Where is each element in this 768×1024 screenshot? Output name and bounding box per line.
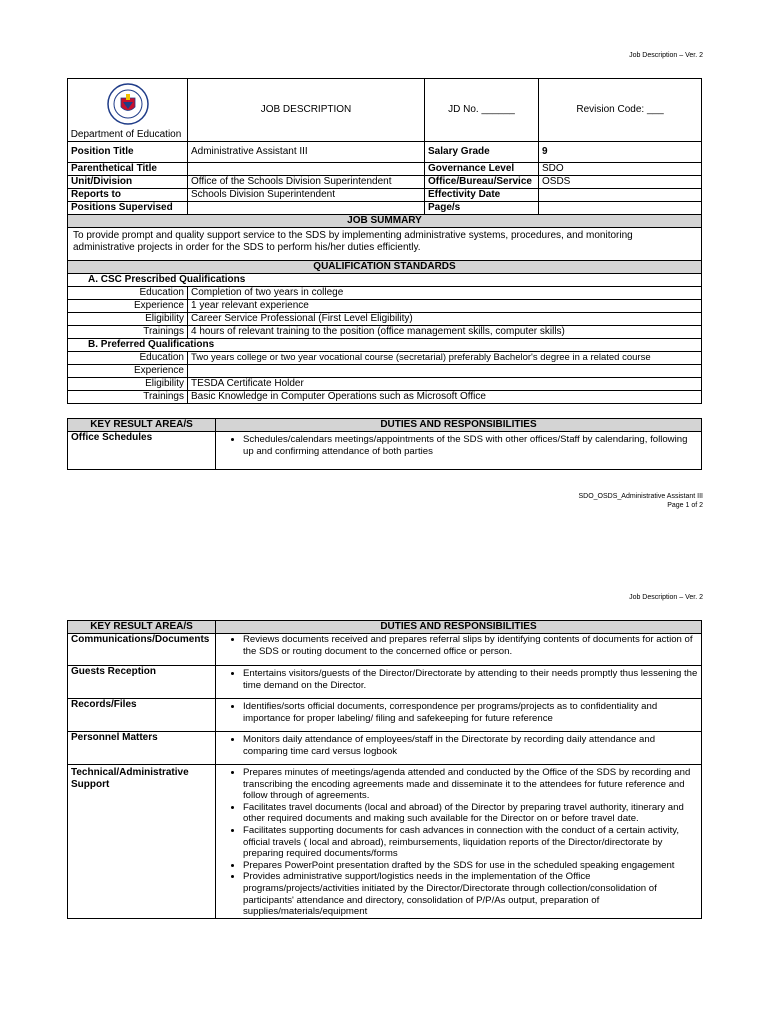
duty-item: • Provides administrative support/logistics needs in the implementation of the Office programs/projects/activities initiated by the Director/Directorate through collection/consolidation of participants' attendance and directory, consolidation of P/P/As output, preparation of supplies/materials/equipment (243, 871, 698, 917)
kra-table-page1 (67, 418, 702, 470)
job-summary-header: JOB SUMMARY (68, 215, 702, 228)
csc-education-value: Completion of two years in college (188, 287, 702, 300)
deped-seal-icon (107, 83, 149, 125)
pref-trainings-value: Basic Knowledge in Computer Operations such as Microsoft Office (188, 391, 702, 404)
duty-item: • Entertains visitors/guests of the Director/Directorate by attending to their needs promptly thus lessening the time demand on the Director. (243, 668, 698, 691)
duties-cell (216, 666, 702, 699)
reports-to-value: Schools Division Superintendent (188, 189, 425, 202)
duties-cell (216, 765, 702, 919)
duty-item: • Identifies/sorts official documents, correspondence per programs/projects as to confidentiality and importance for proper labeling/ filing and safekeeping for future reference (243, 701, 698, 724)
duty-item: • Facilitates supporting documents for cash advances in connection with the conduct of a certain activity, official travels ( local and abroad), reimbursements, liquidation reports of the Director/directorate by preparing required documents/forms (243, 825, 698, 860)
duties-list (219, 434, 698, 457)
position-title-label: Position Title (68, 142, 188, 163)
kra-header-page2: KEY RESULT AREA/S (68, 621, 216, 634)
pref-eligibility-label: Eligibility (68, 378, 188, 391)
duties-cell (216, 432, 702, 470)
governance-level-label: Governance Level (425, 163, 539, 176)
duties-cell (216, 634, 702, 666)
duties-list (219, 701, 698, 724)
duties-header-page2: DUTIES AND RESPONSIBILITIES (216, 621, 702, 634)
kra-communications: Communications/Documents (68, 634, 216, 666)
parenthetical-title-label: Parenthetical Title (68, 163, 188, 176)
csc-experience-value: 1 year relevant experience (188, 300, 702, 313)
duty-item: • Monitors daily attendance of employees/staff in the Directorate by recording daily attendance and comparing time card versus logbook (243, 734, 698, 757)
unit-division-value: Office of the Schools Division Superintendent (188, 176, 425, 189)
pref-education-value: Two years college or two year vocational course (secretarial) preferably Bachelor's degree in a related course (188, 352, 702, 365)
jd-number: JD No. ______ (425, 79, 539, 142)
kra-table-page2 (67, 620, 702, 919)
pref-eligibility-value: TESDA Certificate Holder (188, 378, 702, 391)
duties-list (219, 767, 698, 918)
kra-records-files: Records/Files (68, 699, 216, 732)
qualification-standards-header: QUALIFICATION STANDARDS (68, 261, 702, 274)
kra-header: KEY RESULT AREA/S (68, 419, 216, 432)
duties-list (219, 634, 698, 657)
pref-experience-label: Experience (68, 365, 188, 378)
revision-code: Revision Code: ___ (539, 79, 702, 142)
job-description-form (67, 78, 702, 404)
preferred-qualifications-header: B. Preferred Qualifications (68, 339, 702, 352)
positions-supervised-value (188, 202, 425, 215)
positions-supervised-label: Positions Supervised (68, 202, 188, 215)
header-version-note: Job Description – Ver. 2 (629, 52, 703, 59)
kra-personnel-matters: Personnel Matters (68, 732, 216, 765)
csc-trainings-value: 4 hours of relevant training to the position (office management skills, computer skills) (188, 326, 702, 339)
duty-item: • Schedules/calendars meetings/appointments of the SDS with other offices/Staff by calendaring, following up and confirming attendance of both parties (243, 434, 698, 457)
pref-experience-value (188, 365, 702, 378)
duty-item: • Reviews documents received and prepares referral slips by identifying contents of documents for action of the SDS or routing document to the concerned office or person. (243, 634, 698, 657)
form-title: JOB DESCRIPTION (188, 79, 425, 142)
kra-office-schedules: Office Schedules (68, 432, 216, 470)
reports-to-label: Reports to (68, 189, 188, 202)
pref-education-label: Education (68, 352, 188, 365)
job-summary-text: To provide prompt and quality support service to the SDS by implementing administrative systems, procedures, and monitoring administrative projects in order for the SDS to perform his/her duties efficiently. (68, 228, 702, 261)
footer-page-number: Page 1 of 2 (667, 502, 703, 509)
duties-list (219, 668, 698, 691)
csc-eligibility-value: Career Service Professional (First Level Eligibility) (188, 313, 702, 326)
duties-cell (216, 699, 702, 732)
duty-item: • Prepares minutes of meetings/agenda attended and conducted by the Office of the SDS by recording and transcribing the encoding agreements made and disseminate it to the attendees for future reference and follow through of agreements. (243, 767, 698, 802)
csc-education-label: Education (68, 287, 188, 300)
csc-qualifications-header: A. CSC Prescribed Qualifications (68, 274, 702, 287)
pref-trainings-label: Trainings (68, 391, 188, 404)
csc-eligibility-label: Eligibility (68, 313, 188, 326)
unit-division-label: Unit/Division (68, 176, 188, 189)
duties-header: DUTIES AND RESPONSIBILITIES (216, 419, 702, 432)
governance-level-value: SDO (539, 163, 702, 176)
pages-label: Page/s (425, 202, 539, 215)
effectivity-date-value (539, 189, 702, 202)
kra-technical-support: Technical/Administrative Support (68, 765, 216, 919)
duty-item: • Facilitates travel documents (local and abroad) of the Director by preparing travel authority, itinerary and other required documents and making such available for the Director on or before travel date. (243, 802, 698, 825)
salary-grade-value: 9 (539, 142, 702, 163)
kra-guests-reception: Guests Reception (68, 666, 216, 699)
position-title-value: Administrative Assistant III (188, 142, 425, 163)
office-bureau-label: Office/Bureau/Service (425, 176, 539, 189)
effectivity-date-label: Effectivity Date (425, 189, 539, 202)
duties-list (219, 734, 698, 757)
salary-grade-label: Salary Grade (425, 142, 539, 163)
footer-file-name: SDO_OSDS_Administrative Assistant III (578, 493, 703, 500)
office-bureau-value: OSDS (539, 176, 702, 189)
department-name: Department of Education (70, 129, 182, 140)
parenthetical-title-value (188, 163, 425, 176)
csc-experience-label: Experience (68, 300, 188, 313)
csc-trainings-label: Trainings (68, 326, 188, 339)
duty-item: • Prepares PowerPoint presentation drafted by the SDS for use in the scheduled speaking engagement (243, 860, 698, 872)
header-version-note-page2: Job Description – Ver. 2 (629, 594, 703, 601)
deped-logo-cell (68, 79, 188, 142)
duties-cell (216, 732, 702, 765)
pages-value (539, 202, 702, 215)
